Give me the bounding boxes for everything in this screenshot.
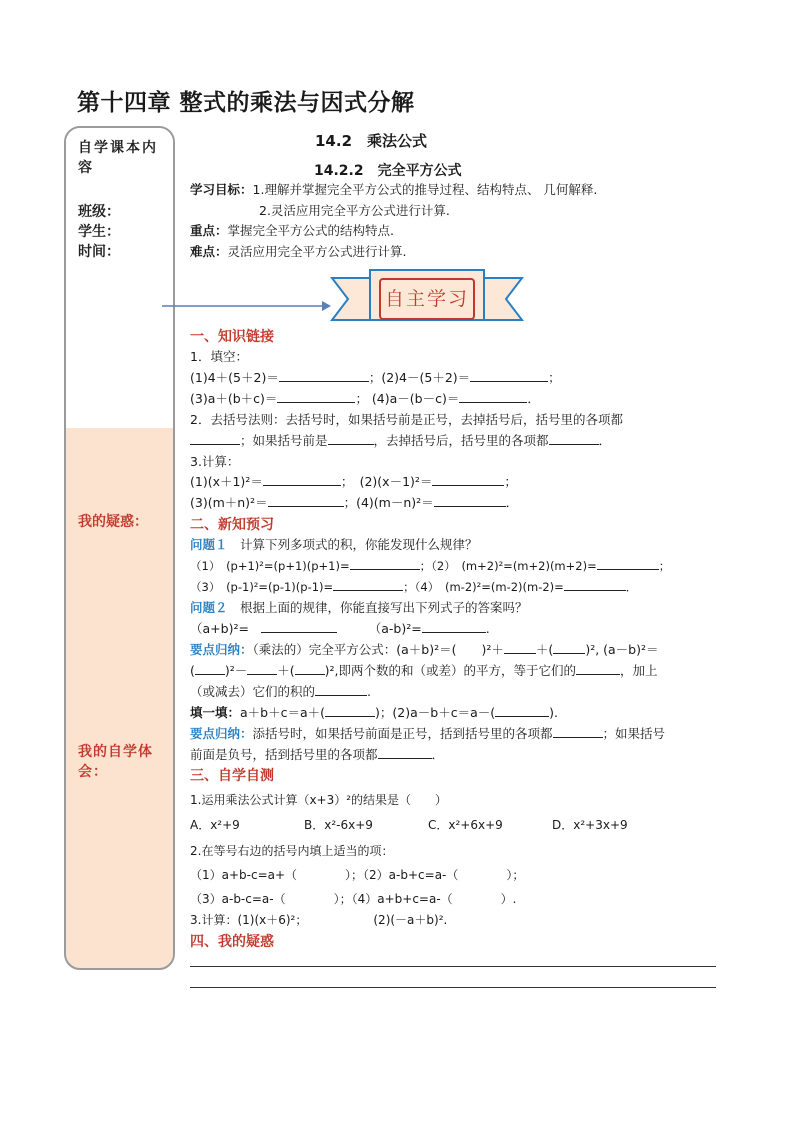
part3-title: 三、自学自测 bbox=[190, 768, 274, 784]
key1-d: )², (a－b)²＝ bbox=[585, 642, 659, 657]
key-summary-2-line1 bbox=[190, 725, 665, 743]
key2-b: ；如果括号 bbox=[602, 726, 666, 741]
q3-d: ；(4)(m－n)²＝ bbox=[343, 495, 434, 510]
answer-blank[interactable] bbox=[432, 473, 504, 486]
key-summary-1-line3: （或减去）它们的积的 . bbox=[190, 684, 371, 699]
answer-blank[interactable] bbox=[328, 432, 374, 445]
answer-blank[interactable] bbox=[564, 578, 626, 591]
section-title: 14.2 乘法公式 bbox=[315, 132, 428, 150]
q2-c: ，去掉括号后，括号里的各项都 bbox=[373, 433, 549, 448]
answer-blank[interactable] bbox=[495, 704, 549, 717]
p1-b: （2） (m+2)²=(m+2)(m+2)= bbox=[431, 559, 597, 573]
q2-b: ；如果括号前是 bbox=[240, 433, 328, 448]
q2-line1: 2．去括号法则：去括号时，如果括号前是正号，去掉括号后，括号里的各项都 bbox=[190, 412, 623, 427]
fill-a: a＋b＋c＝a＋( bbox=[240, 705, 326, 720]
answer-blank[interactable] bbox=[279, 369, 369, 382]
test-q2-row2: （3）a-b-c=a-（ ）；（4）a+b+c=a-（ ）. bbox=[190, 892, 517, 906]
fill-b: )；(2)a－b＋c＝a－( bbox=[375, 705, 496, 720]
test-q3-b: (2)(－a＋b)². bbox=[373, 913, 448, 927]
answer-blank[interactable] bbox=[190, 432, 240, 445]
key-point bbox=[190, 222, 394, 240]
learning-goals bbox=[190, 181, 597, 199]
goal-2: 2.灵活应用完全平方公式进行计算. bbox=[259, 203, 450, 218]
goal-1: 1.理解并掌握完全平方公式的推导过程、结构特点、 几何解释. bbox=[252, 182, 598, 197]
answer-blank[interactable] bbox=[277, 390, 355, 403]
answer-blank[interactable] bbox=[597, 557, 659, 570]
q3-c: (3)(m＋n)²＝ bbox=[190, 495, 268, 510]
q1-head: 1．填空： bbox=[190, 349, 248, 364]
problem-1-row1: （1） (p+1)²=(p+1)(p+1)= ；（2） (m+2)²=(m+2)(m+2)= ； bbox=[190, 559, 671, 573]
answer-blank[interactable] bbox=[576, 662, 620, 675]
q1-row1: (1)4＋(5＋2)＝ ；(2)4－(5＋2)＝ ； bbox=[190, 370, 561, 385]
problem-1-row2: （3） (p-1)²=(p-1)(p-1)= ；（4） (m-2)²=(m-2)(m-2)= ． bbox=[190, 580, 638, 594]
option-c[interactable]: C．x²+6x+9 bbox=[428, 818, 503, 832]
answer-blank[interactable] bbox=[422, 620, 486, 633]
part4-title: 四、我的疑惑 bbox=[190, 934, 274, 950]
subsection-title: 14.2.2 完全平方公式 bbox=[314, 163, 462, 179]
key-label: 重点： bbox=[190, 223, 228, 238]
part1-title: 一、知识链接 bbox=[190, 329, 274, 345]
difficulty-text: 灵活应用完全平方公式进行计算. bbox=[227, 244, 407, 259]
test-q1-options bbox=[190, 816, 628, 834]
problem-1-text: 计算下列多项式的积，你能发现什么规律？ bbox=[240, 537, 478, 552]
answer-blank[interactable] bbox=[504, 641, 536, 654]
part2-title: 二、新知预习 bbox=[190, 517, 274, 533]
problem-2-label: 问题２ bbox=[190, 600, 228, 615]
problem-2 bbox=[190, 599, 528, 617]
answer-blank[interactable] bbox=[263, 473, 341, 486]
key-summary-1-label: 要点归纳： bbox=[190, 642, 253, 657]
difficulty-point bbox=[190, 243, 407, 261]
answer-blank[interactable] bbox=[333, 578, 403, 591]
test-q3-a: 3.计算：(1)(x＋6)²； bbox=[190, 913, 302, 927]
problem-1 bbox=[190, 536, 478, 554]
key-summary-2-label: 要点归纳： bbox=[190, 726, 253, 741]
answer-blank[interactable] bbox=[195, 662, 225, 675]
p2-b: （a-b)²= bbox=[374, 621, 422, 636]
sidebar bbox=[64, 126, 175, 970]
key-text: 掌握完全平方公式的结构特点. bbox=[227, 223, 394, 238]
key1-g: ＋( bbox=[277, 663, 295, 678]
key2-a: 添括号时，如果括号前面是正号，括到括号里的各项都 bbox=[252, 726, 553, 741]
key-summary-1-line1 bbox=[190, 641, 659, 659]
doubts-label: 我的疑惑： bbox=[78, 514, 148, 530]
time-label: 时间： bbox=[78, 244, 120, 260]
test-q2: 2.在等号右边的括号内填上适当的项： bbox=[190, 844, 394, 858]
answer-blank[interactable] bbox=[325, 704, 375, 717]
key1-e: ( bbox=[190, 663, 195, 678]
p1-c: （3） (p-1)²=(p-1)(p-1)= bbox=[190, 580, 334, 594]
key1-f: )²－ bbox=[224, 663, 248, 678]
key2-c: 前面是负号，括到括号里的各项都 bbox=[190, 747, 378, 762]
answer-blank[interactable] bbox=[350, 557, 420, 570]
answer-line[interactable] bbox=[190, 966, 716, 967]
q1-d: ； (4)a－(b－c)＝ bbox=[355, 391, 460, 406]
chapter-title: 第十四章 整式的乘法与因式分解 bbox=[77, 90, 415, 116]
key-summary-1-line2 bbox=[190, 662, 658, 680]
q3-row2: (3)(m＋n)²＝ ；(4)(m－n)²＝ ． bbox=[190, 495, 519, 510]
q3-b: (2)(x－1)²＝ bbox=[359, 474, 433, 489]
key1-c: ＋( bbox=[535, 642, 554, 657]
sidebar-heading: 自学课本内容 bbox=[78, 140, 158, 176]
q1-b: ；(2)4－(5＋2)＝ bbox=[368, 370, 471, 385]
answer-blank[interactable] bbox=[295, 662, 325, 675]
answer-blank[interactable] bbox=[268, 494, 344, 507]
class-label: 班级： bbox=[78, 204, 120, 220]
answer-blank[interactable] bbox=[549, 432, 599, 445]
self-study-banner: 自主学习 bbox=[379, 278, 475, 320]
student-label: 学生： bbox=[78, 224, 120, 240]
test-q3 bbox=[190, 911, 447, 929]
key1-i: ，加上 bbox=[620, 663, 658, 678]
answer-blank[interactable] bbox=[247, 662, 277, 675]
fill-in-label: 填一填： bbox=[190, 705, 241, 720]
key-summary-2-line2: 前面是负号，括到括号里的各项都 ． bbox=[190, 747, 445, 762]
key1-h: )²,即两个数的和（或差）的平方，等于它们的 bbox=[324, 663, 577, 678]
p1-d: （4） (m-2)²=(m-2)(m-2)= bbox=[414, 580, 564, 594]
problem-1-label: 问题１ bbox=[190, 537, 228, 552]
test-q2-row1: （1）a+b-c=a+（ ）；（2）a-b+c=a-（ ）； bbox=[190, 868, 525, 882]
key1-j: （或减去）它们的积的 bbox=[190, 684, 316, 699]
problem-2-text: 根据上面的规律，你能直接写出下列式子的答案吗？ bbox=[240, 600, 528, 615]
p2-a: （a+b)²= bbox=[190, 621, 249, 636]
problem-2-row: （a+b)²= （a-b)²= . bbox=[190, 621, 490, 636]
experience-label: 我的自学体会： bbox=[78, 744, 153, 780]
p1-a: （1） (p+1)²=(p+1)(p+1)= bbox=[190, 559, 350, 573]
q1-c: (3)a＋(b＋c)＝ bbox=[190, 391, 278, 406]
key1-b: )²＋ bbox=[481, 642, 504, 657]
answer-blank[interactable] bbox=[553, 641, 585, 654]
test-q1: 1.运用乘法公式计算（x+3）²的结果是（ ） bbox=[190, 793, 448, 807]
q1-row2: (3)a＋(b＋c)＝ ； (4)a－(b－c)＝ ． bbox=[190, 391, 540, 406]
answer-blank[interactable] bbox=[553, 725, 603, 738]
option-a[interactable]: A．x²+9 bbox=[190, 818, 240, 832]
arrow-right-icon bbox=[160, 298, 332, 314]
difficulty-label: 难点： bbox=[190, 244, 228, 259]
answer-line[interactable] bbox=[190, 987, 716, 988]
answer-blank[interactable] bbox=[261, 620, 337, 633]
q3-a: (1)(x＋1)²＝ bbox=[190, 474, 263, 489]
answer-blank[interactable] bbox=[378, 746, 432, 759]
answer-blank[interactable] bbox=[434, 494, 506, 507]
goals-label: 学习目标： bbox=[190, 182, 253, 197]
q1-a: (1)4＋(5＋2)＝ bbox=[190, 370, 279, 385]
q3-row1: (1)(x＋1)²＝ ； (2)(x－1)²＝ ； bbox=[190, 474, 517, 489]
key1-a: （乘法的）完全平方公式：(a＋b)²＝( bbox=[252, 642, 457, 657]
option-b[interactable]: B．x²-6x+9 bbox=[304, 818, 373, 832]
option-d[interactable]: D．x²+3x+9 bbox=[552, 818, 628, 832]
fill-in-row: 填一填：a＋b＋c＝a＋( )；(2)a－b＋c＝a－( ). bbox=[190, 705, 558, 720]
answer-blank[interactable] bbox=[459, 390, 527, 403]
answer-blank[interactable] bbox=[470, 369, 548, 382]
q3-head: 3.计算： bbox=[190, 454, 240, 469]
answer-blank[interactable] bbox=[315, 683, 367, 696]
q2-line2: ；如果括号前是 ，去掉括号后，括号里的各项都 ． bbox=[190, 432, 611, 450]
